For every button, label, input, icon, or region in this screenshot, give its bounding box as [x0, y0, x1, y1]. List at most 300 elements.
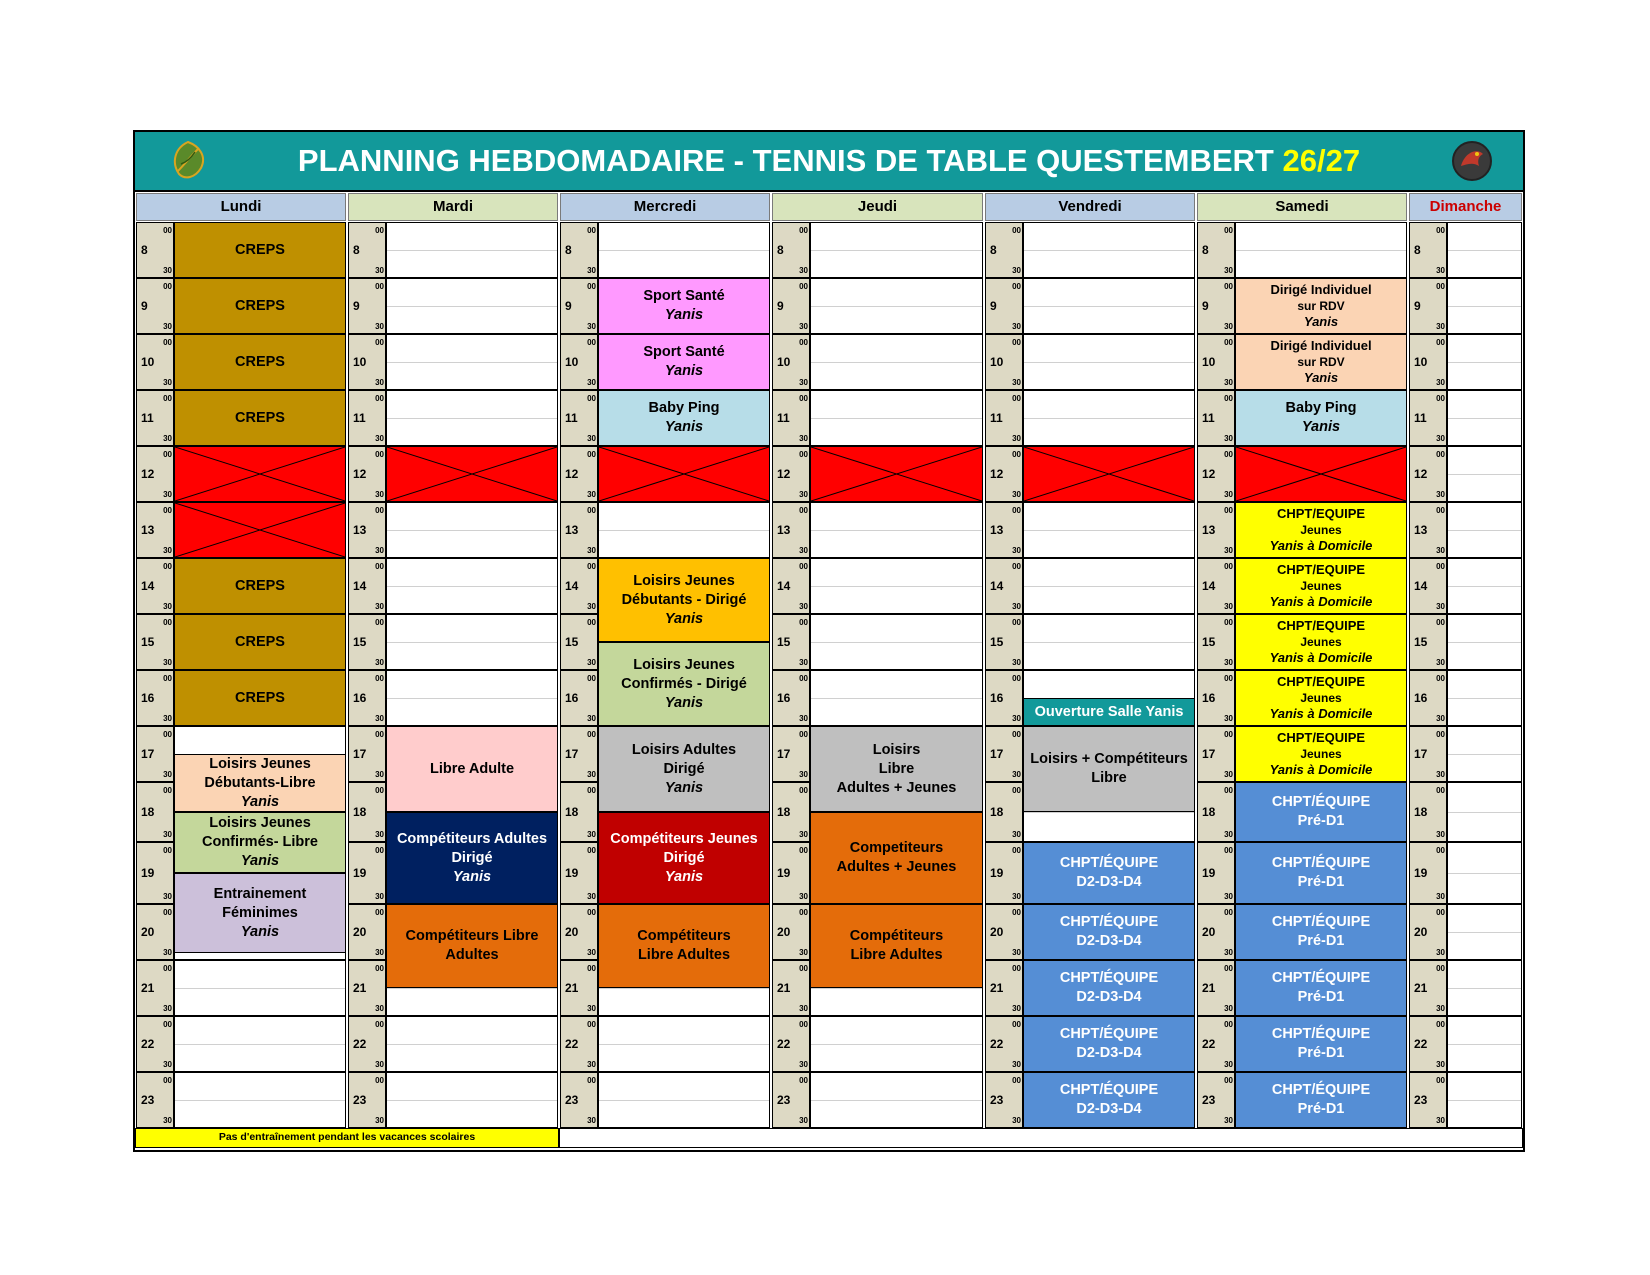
time-slot[interactable] — [386, 558, 558, 614]
minute-label-00: 00 — [375, 964, 384, 973]
time-gutter — [772, 904, 810, 960]
activity-block[interactable] — [1023, 1016, 1195, 1072]
time-slot[interactable] — [1447, 782, 1522, 842]
time-gutter — [1197, 222, 1235, 278]
hour-label: 16 — [777, 691, 791, 705]
hour-label: 20 — [353, 925, 367, 939]
activity-block[interactable] — [386, 812, 558, 904]
activity-block[interactable] — [598, 558, 770, 642]
activity-block[interactable] — [1235, 614, 1407, 670]
activity-label: Pré-D1 — [1297, 1045, 1345, 1061]
minute-label-00: 00 — [587, 846, 596, 855]
day-header-lundi: Lundi — [136, 193, 346, 221]
activity-block[interactable] — [598, 642, 770, 726]
time-slot[interactable] — [1023, 222, 1195, 278]
activity-block[interactable] — [1235, 1016, 1407, 1072]
activity-label: Dirigé Individuel — [1270, 282, 1372, 297]
activity-block[interactable] — [174, 558, 346, 614]
half-hour-line — [599, 1044, 769, 1045]
closed-slot — [1235, 446, 1407, 502]
minute-label-00: 00 — [1224, 908, 1233, 917]
half-hour-line — [599, 1100, 769, 1101]
activity-block[interactable] — [1023, 726, 1195, 812]
half-hour-line — [1448, 530, 1521, 531]
activity-label: Dirigé — [663, 760, 705, 777]
activity-block[interactable] — [174, 812, 346, 873]
minute-label-00: 00 — [1224, 562, 1233, 571]
time-gutter — [1409, 726, 1447, 782]
time-gutter — [1197, 782, 1235, 842]
hour-label: 15 — [990, 635, 1004, 649]
activity-label: Libre — [878, 760, 915, 777]
minute-label-00: 00 — [799, 730, 808, 739]
hour-label: 10 — [565, 355, 579, 369]
time-gutter — [1409, 842, 1447, 904]
half-hour-line — [599, 988, 769, 989]
minute-label-30: 30 — [587, 378, 596, 387]
activity-block[interactable] — [1023, 1072, 1195, 1128]
time-gutter — [348, 558, 386, 614]
activity-block[interactable] — [1023, 842, 1195, 904]
half-hour-line — [1448, 1100, 1521, 1101]
time-slot[interactable] — [1447, 222, 1522, 278]
activity-label: Confirmés - Dirigé — [621, 675, 747, 692]
time-slot[interactable] — [1235, 222, 1407, 278]
minute-label-30: 30 — [375, 770, 384, 779]
time-slot[interactable] — [810, 1072, 983, 1128]
minute-label-30: 30 — [1224, 770, 1233, 779]
minute-label-30: 30 — [1224, 602, 1233, 611]
time-gutter — [772, 1016, 810, 1072]
time-slot[interactable] — [810, 670, 983, 726]
footer-note: Pas d'entraînement pendant les vacances scolaires — [135, 1128, 559, 1148]
hour-label: 20 — [990, 925, 1004, 939]
footer-spacer — [559, 1128, 1523, 1148]
time-slot[interactable] — [386, 670, 558, 726]
time-gutter — [560, 502, 598, 558]
activity-block[interactable] — [386, 726, 558, 812]
minute-label-00: 00 — [163, 618, 172, 627]
activity-label: Loisirs — [872, 741, 921, 758]
minute-label-00: 00 — [1436, 338, 1445, 347]
minute-label-00: 00 — [375, 674, 384, 683]
activity-block[interactable] — [1235, 670, 1407, 726]
time-slot[interactable] — [1447, 904, 1522, 960]
activity-label: Competiteurs — [849, 840, 944, 856]
activity-label: CHPT/ÉQUIPE — [1271, 855, 1371, 871]
coach-label: Yanis à Domicile — [1269, 706, 1373, 721]
time-gutter — [1409, 782, 1447, 842]
time-slot[interactable] — [1447, 502, 1522, 558]
activity-label: Ouverture Salle Yanis — [1034, 703, 1184, 720]
minute-label-00: 00 — [799, 226, 808, 235]
minute-label-30: 30 — [375, 892, 384, 901]
time-slot[interactable] — [810, 278, 983, 334]
time-slot[interactable] — [598, 1072, 770, 1128]
minute-label-00: 00 — [375, 394, 384, 403]
time-gutter — [136, 390, 174, 446]
time-slot[interactable] — [1447, 558, 1522, 614]
activity-block[interactable] — [174, 873, 346, 953]
time-slot[interactable] — [386, 614, 558, 670]
hour-label: 19 — [777, 866, 791, 880]
hour-label: 21 — [990, 981, 1004, 995]
hour-label: 17 — [1202, 747, 1216, 761]
minute-label-30: 30 — [799, 658, 808, 667]
hour-label: 8 — [1202, 243, 1209, 257]
minute-label-00: 00 — [1224, 282, 1233, 291]
activity-label: Libre Adulte — [429, 760, 515, 777]
minute-label-00: 00 — [799, 562, 808, 571]
minute-label-00: 00 — [1436, 1020, 1445, 1029]
time-gutter — [136, 222, 174, 278]
half-hour-line — [1448, 306, 1521, 307]
minute-label-00: 00 — [1224, 964, 1233, 973]
minute-label-00: 00 — [587, 618, 596, 627]
club-logo-right-icon — [1449, 138, 1495, 184]
activity-label: Jeunes — [1300, 579, 1342, 593]
activity-block[interactable] — [174, 222, 346, 278]
time-slot[interactable] — [1447, 726, 1522, 782]
half-hour-line — [387, 362, 557, 363]
time-slot[interactable] — [386, 222, 558, 278]
time-slot[interactable] — [598, 502, 770, 558]
activity-block[interactable] — [1235, 334, 1407, 390]
time-gutter — [1409, 446, 1447, 502]
hour-label: 13 — [990, 523, 1004, 537]
activity-block[interactable] — [598, 726, 770, 812]
minute-label-00: 00 — [799, 338, 808, 347]
minute-label-30: 30 — [163, 1004, 172, 1013]
minute-label-30: 30 — [1012, 892, 1021, 901]
minute-label-00: 00 — [1436, 786, 1445, 795]
hour-label: 15 — [353, 635, 367, 649]
minute-label-30: 30 — [587, 948, 596, 957]
hour-label: 23 — [990, 1093, 1004, 1107]
minute-label-00: 00 — [1012, 506, 1021, 515]
time-slot[interactable] — [1447, 614, 1522, 670]
hour-label: 11 — [990, 411, 1003, 425]
minute-label-30: 30 — [163, 948, 172, 957]
activity-label: Pré-D1 — [1297, 813, 1345, 829]
minute-label-30: 30 — [163, 1060, 172, 1069]
time-slot[interactable] — [1447, 1016, 1522, 1072]
time-slot[interactable] — [1023, 614, 1195, 670]
activity-block[interactable] — [1235, 278, 1407, 334]
closed-cross-icon — [175, 503, 345, 557]
time-gutter — [985, 1016, 1023, 1072]
half-hour-line — [811, 362, 982, 363]
hour-label: 17 — [990, 747, 1004, 761]
time-slot[interactable] — [810, 334, 983, 390]
hour-label: 13 — [141, 523, 155, 537]
activity-block[interactable] — [598, 334, 770, 390]
minute-label-30: 30 — [587, 434, 596, 443]
minute-label-00: 00 — [1012, 562, 1021, 571]
minute-label-30: 30 — [375, 490, 384, 499]
minute-label-00: 00 — [163, 450, 172, 459]
time-gutter — [772, 960, 810, 1016]
time-slot[interactable] — [174, 1016, 346, 1072]
activity-block[interactable] — [1235, 390, 1407, 446]
time-slot[interactable] — [810, 390, 983, 446]
time-gutter — [985, 278, 1023, 334]
minute-label-30: 30 — [375, 948, 384, 957]
time-gutter — [136, 278, 174, 334]
activity-block[interactable] — [1023, 698, 1195, 726]
minute-label-00: 00 — [1012, 730, 1021, 739]
time-gutter — [136, 1016, 174, 1072]
activity-block[interactable] — [598, 904, 770, 988]
activity-label: CHPT/ÉQUIPE — [1059, 914, 1159, 930]
time-slot[interactable] — [810, 614, 983, 670]
time-gutter — [560, 782, 598, 842]
coach-label: Yanis — [240, 853, 280, 869]
time-gutter — [136, 334, 174, 390]
activity-label: CHPT/ÉQUIPE — [1059, 970, 1159, 986]
hour-label: 12 — [990, 467, 1004, 481]
time-slot[interactable] — [386, 1072, 558, 1128]
minute-label-30: 30 — [1012, 266, 1021, 275]
time-slot[interactable] — [386, 278, 558, 334]
time-slot[interactable] — [386, 390, 558, 446]
minute-label-30: 30 — [1012, 1116, 1021, 1125]
time-gutter — [348, 960, 386, 1016]
activity-block[interactable] — [1235, 502, 1407, 558]
closed-slot — [598, 446, 770, 502]
time-slot[interactable] — [386, 334, 558, 390]
time-gutter — [985, 670, 1023, 726]
coach-label: Yanis — [240, 923, 280, 940]
activity-block[interactable] — [1023, 960, 1195, 1016]
time-slot[interactable] — [386, 502, 558, 558]
activity-block[interactable] — [386, 904, 558, 988]
hour-label: 22 — [1414, 1037, 1428, 1051]
activity-block[interactable] — [174, 390, 346, 446]
minute-label-30: 30 — [163, 266, 172, 275]
time-slot[interactable] — [1023, 334, 1195, 390]
minute-label-00: 00 — [799, 1076, 808, 1085]
minute-label-30: 30 — [1012, 714, 1021, 723]
minute-label-30: 30 — [1436, 546, 1445, 555]
minute-label-30: 30 — [799, 322, 808, 331]
activity-label: CREPS — [235, 241, 285, 258]
minute-label-00: 00 — [163, 394, 172, 403]
time-slot[interactable] — [1447, 960, 1522, 1016]
minute-label-30: 30 — [1224, 892, 1233, 901]
time-gutter — [560, 1072, 598, 1128]
hour-label: 14 — [141, 579, 155, 593]
minute-label-00: 00 — [163, 562, 172, 571]
minute-label-00: 00 — [163, 1020, 172, 1029]
hour-label: 9 — [777, 299, 784, 313]
minute-label-00: 00 — [1012, 282, 1021, 291]
activity-block[interactable] — [1235, 904, 1407, 960]
time-gutter — [1409, 334, 1447, 390]
activity-label: D2-D3-D4 — [1076, 1045, 1142, 1061]
minute-label-00: 00 — [587, 450, 596, 459]
activity-block[interactable] — [598, 812, 770, 904]
activity-label: Sport Santé — [643, 344, 725, 360]
minute-label-30: 30 — [1224, 658, 1233, 667]
half-hour-line — [387, 1100, 557, 1101]
activity-block[interactable] — [810, 726, 983, 812]
minute-label-00: 00 — [375, 338, 384, 347]
activity-block[interactable] — [1235, 782, 1407, 842]
activity-block[interactable] — [1235, 1072, 1407, 1128]
time-gutter — [1409, 670, 1447, 726]
activity-block[interactable] — [1023, 904, 1195, 960]
time-gutter — [1197, 842, 1235, 904]
closed-slot — [810, 446, 983, 502]
activity-block[interactable] — [174, 754, 346, 812]
time-slot[interactable] — [1447, 1072, 1522, 1128]
hour-label: 10 — [353, 355, 367, 369]
minute-label-00: 00 — [587, 226, 596, 235]
half-hour-line — [1448, 642, 1521, 643]
minute-label-00: 00 — [799, 618, 808, 627]
time-slot[interactable] — [174, 960, 346, 1016]
hour-label: 21 — [141, 981, 155, 995]
minute-label-00: 00 — [1436, 506, 1445, 515]
time-slot[interactable] — [1447, 334, 1522, 390]
coach-label: Yanis — [664, 868, 704, 885]
activity-block[interactable] — [174, 334, 346, 390]
activity-block[interactable] — [174, 278, 346, 334]
activity-block[interactable] — [1235, 726, 1407, 782]
day-header-jeudi: Jeudi — [772, 193, 983, 221]
minute-label-00: 00 — [1436, 674, 1445, 683]
minute-label-00: 00 — [1012, 786, 1021, 795]
time-slot[interactable] — [1447, 390, 1522, 446]
minute-label-30: 30 — [799, 892, 808, 901]
time-slot[interactable] — [386, 1016, 558, 1072]
minute-label-00: 00 — [587, 506, 596, 515]
minute-label-30: 30 — [1224, 948, 1233, 957]
activity-block[interactable] — [598, 278, 770, 334]
minute-label-30: 30 — [1224, 1060, 1233, 1069]
time-gutter — [560, 904, 598, 960]
activity-block[interactable] — [810, 904, 983, 988]
day-header-dimanche: Dimanche — [1409, 193, 1522, 221]
coach-label: Yanis — [1303, 370, 1339, 385]
time-slot[interactable] — [1447, 842, 1522, 904]
minute-label-30: 30 — [375, 378, 384, 387]
minute-label-00: 00 — [1012, 450, 1021, 459]
activity-label: Pré-D1 — [1297, 874, 1345, 890]
time-slot[interactable] — [810, 558, 983, 614]
hour-label: 15 — [1414, 635, 1428, 649]
time-slot[interactable] — [1447, 670, 1522, 726]
time-slot[interactable] — [598, 1016, 770, 1072]
activity-block[interactable] — [174, 670, 346, 726]
activity-block[interactable] — [598, 390, 770, 446]
hour-label: 8 — [141, 243, 148, 257]
activity-label: CREPS — [235, 409, 285, 426]
time-slot[interactable] — [174, 1072, 346, 1128]
minute-label-30: 30 — [375, 434, 384, 443]
hour-label: 12 — [1414, 467, 1428, 481]
minute-label-30: 30 — [1224, 490, 1233, 499]
hour-label: 17 — [777, 747, 791, 761]
activity-block[interactable] — [174, 614, 346, 670]
time-slot[interactable] — [810, 222, 983, 278]
time-slot[interactable] — [1447, 446, 1522, 502]
activity-block[interactable] — [1235, 960, 1407, 1016]
minute-label-30: 30 — [163, 322, 172, 331]
minute-label-30: 30 — [163, 830, 172, 839]
time-slot[interactable] — [1023, 558, 1195, 614]
half-hour-line — [387, 988, 557, 989]
title-season: 26/27 — [1282, 143, 1361, 178]
minute-label-00: 00 — [799, 394, 808, 403]
hour-label: 23 — [353, 1093, 367, 1107]
time-gutter — [985, 1072, 1023, 1128]
time-gutter — [560, 842, 598, 904]
time-gutter — [772, 222, 810, 278]
closed-slot — [386, 446, 558, 502]
time-gutter — [772, 726, 810, 782]
minute-label-30: 30 — [1224, 322, 1233, 331]
hour-label: 21 — [1414, 981, 1428, 995]
time-slot[interactable] — [1023, 502, 1195, 558]
time-gutter — [560, 614, 598, 670]
time-slot[interactable] — [1023, 390, 1195, 446]
hour-label: 12 — [777, 467, 791, 481]
minute-label-30: 30 — [1224, 1116, 1233, 1125]
activity-label: CHPT/EQUIPE — [1276, 506, 1366, 521]
activity-block[interactable] — [1235, 842, 1407, 904]
hour-label: 11 — [1414, 411, 1427, 425]
minute-label-00: 00 — [587, 394, 596, 403]
minute-label-30: 30 — [799, 1116, 808, 1125]
activity-label: D2-D3-D4 — [1076, 1101, 1142, 1117]
hour-label: 21 — [565, 981, 579, 995]
minute-label-00: 00 — [375, 618, 384, 627]
activity-block[interactable] — [1235, 558, 1407, 614]
time-slot[interactable] — [810, 1016, 983, 1072]
time-slot[interactable] — [1023, 278, 1195, 334]
hour-label: 13 — [565, 523, 579, 537]
coach-label: Yanis à Domicile — [1269, 594, 1373, 609]
hour-label: 12 — [141, 467, 155, 481]
hour-label: 16 — [565, 691, 579, 705]
time-slot[interactable] — [810, 502, 983, 558]
minute-label-00: 00 — [799, 786, 808, 795]
hour-label: 16 — [353, 691, 367, 705]
minute-label-00: 00 — [375, 730, 384, 739]
activity-label: Adultes + Jeunes — [836, 779, 957, 796]
time-slot[interactable] — [1447, 278, 1522, 334]
hour-label: 15 — [777, 635, 791, 649]
minute-label-30: 30 — [163, 378, 172, 387]
half-hour-line — [811, 250, 982, 251]
minute-label-30: 30 — [587, 1004, 596, 1013]
time-slot[interactable] — [598, 222, 770, 278]
minute-label-30: 30 — [1436, 490, 1445, 499]
minute-label-30: 30 — [1012, 546, 1021, 555]
hour-label: 14 — [565, 579, 579, 593]
time-gutter — [560, 1016, 598, 1072]
hour-label: 20 — [1414, 925, 1428, 939]
activity-block[interactable] — [810, 812, 983, 904]
minute-label-00: 00 — [799, 964, 808, 973]
title-main: PLANNING HEBDOMADAIRE - TENNIS DE TABLE QUESTEMBERT — [297, 143, 1274, 178]
time-gutter — [1197, 670, 1235, 726]
time-gutter — [348, 390, 386, 446]
activity-label: CHPT/ÉQUIPE — [1059, 855, 1159, 871]
time-gutter — [136, 446, 174, 502]
